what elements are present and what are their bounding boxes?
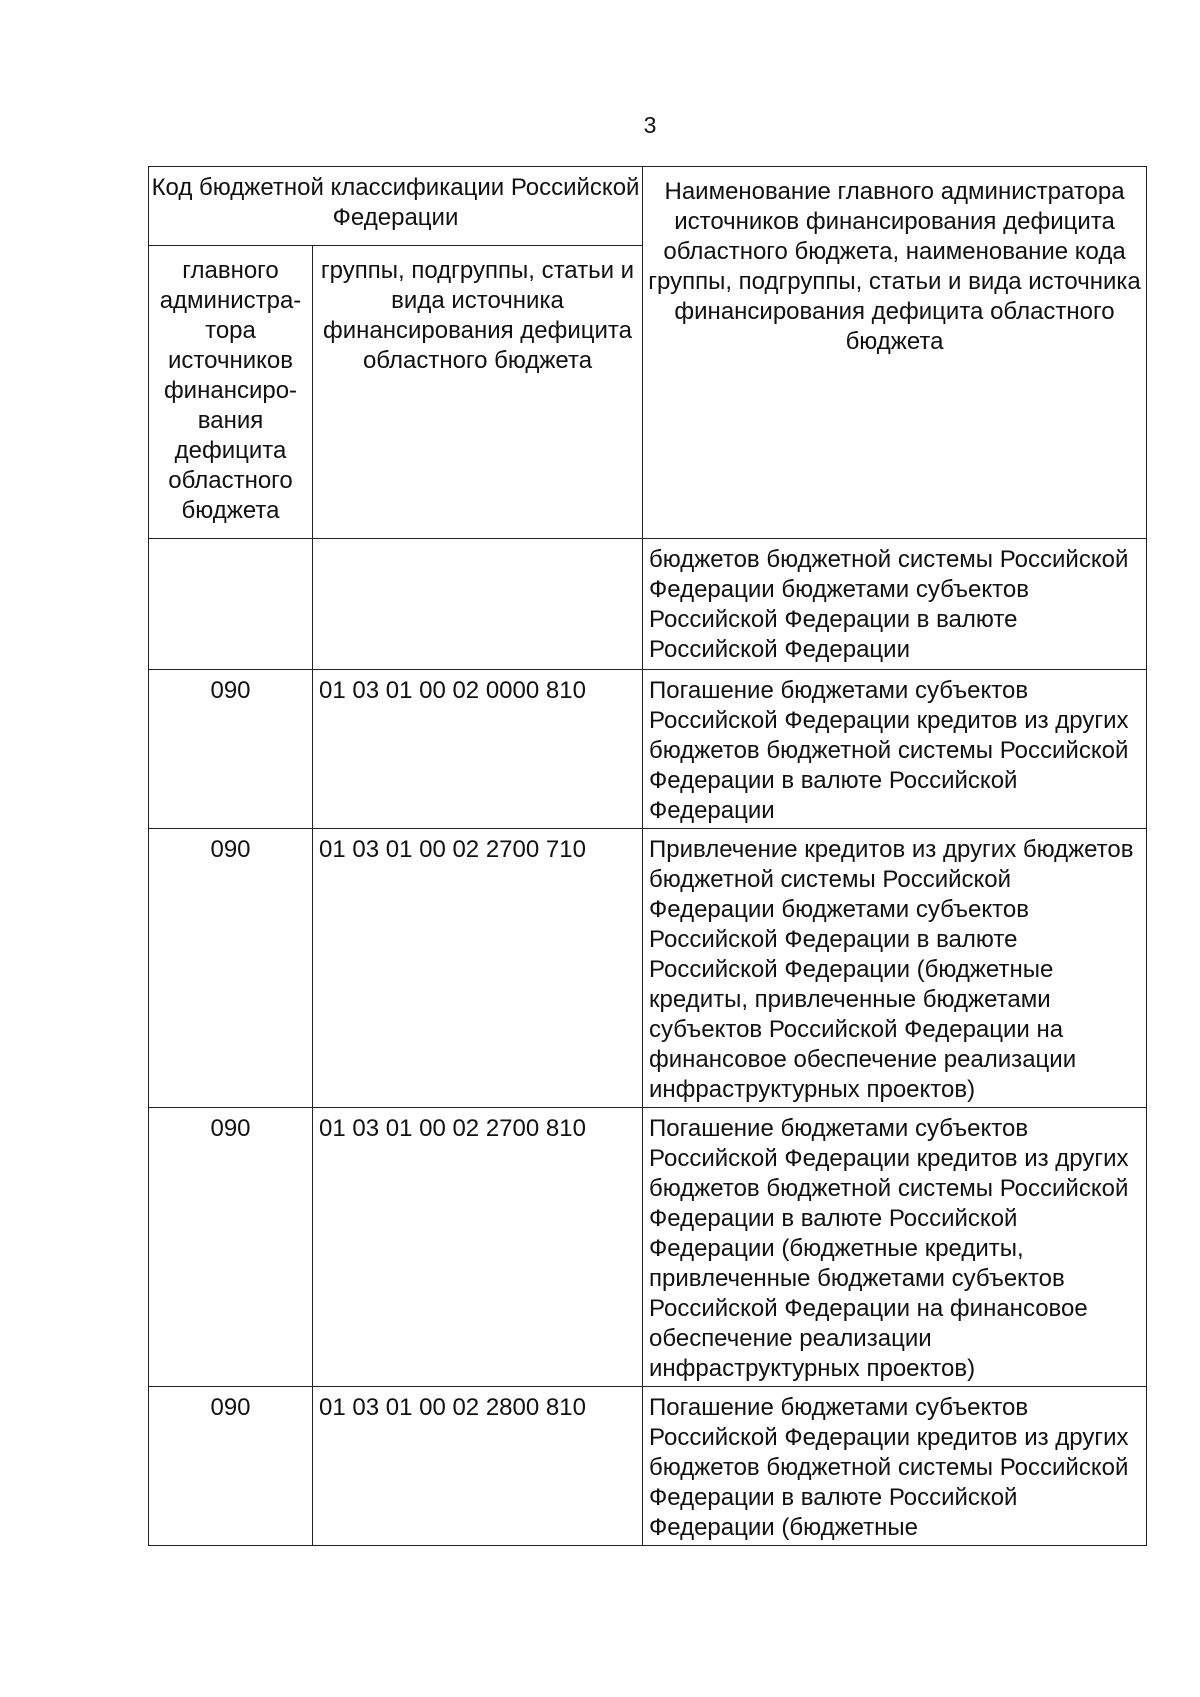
classification-code-cell bbox=[313, 539, 643, 670]
admin-code-cell: 090 bbox=[149, 1387, 313, 1546]
header-admin-column: главного администра-тора источников финансиро-вания дефицита областного бюджета bbox=[149, 246, 313, 539]
header-group-title: Код бюджетной классификации Российской Федерации bbox=[149, 167, 643, 246]
classification-code-cell: 01 03 01 00 02 2800 810 bbox=[313, 1387, 643, 1546]
classification-code-cell: 01 03 01 00 02 2700 810 bbox=[313, 1108, 643, 1387]
name-cell: бюджетов бюджетной системы Российской Федерации бюджетами субъектов Российской Федерации в валюте Российской Федерации bbox=[643, 539, 1147, 670]
name-cell: Погашение бюджетами субъектов Российской Федерации кредитов из других бюджетов бюджетной системы Российской Федерации в валюте Российской Федерации (бюджетные bbox=[643, 1387, 1147, 1546]
header-name-column: Наименование главного администратора источников финансирования дефицита областного бюджета, наименование кода группы, подгруппы, статьи и вида источника финансирования дефицита областного бюджета bbox=[643, 167, 1147, 539]
table-row bbox=[149, 539, 1147, 670]
admin-code-cell bbox=[149, 539, 313, 670]
name-cell: Привлечение кредитов из других бюджетов бюджетной системы Российской Федерации бюджетами субъектов Российской Федерации в валюте Российской Федерации (бюджетные кредиты, привлеченные бюджетами субъектов Российской Федерации на финансовое обеспечение реализации инфраструктурных проектов) bbox=[643, 829, 1147, 1108]
admin-code-cell: 090 bbox=[149, 1108, 313, 1387]
table-row bbox=[149, 1387, 1147, 1546]
name-cell: Погашение бюджетами субъектов Российской Федерации кредитов из других бюджетов бюджетной системы Российской Федерации в валюте Российской Федерации (бюджетные кредиты, привлеченные бюджетами субъектов Российской Федерации на финансовое обеспечение реализации инфраструктурных проектов) bbox=[643, 1108, 1147, 1387]
header-code-column: группы, подгруппы, статьи и вида источника финансирования дефицита областного бюджета bbox=[313, 246, 643, 539]
budget-classification-table bbox=[148, 166, 1147, 1546]
admin-code-cell: 090 bbox=[149, 670, 313, 829]
table-row bbox=[149, 829, 1147, 1108]
classification-code-cell: 01 03 01 00 02 0000 810 bbox=[313, 670, 643, 829]
admin-code-cell: 090 bbox=[149, 829, 313, 1108]
classification-code-cell: 01 03 01 00 02 2700 710 bbox=[313, 829, 643, 1108]
page-number: 3 bbox=[643, 112, 657, 138]
table-row bbox=[149, 670, 1147, 829]
name-cell: Погашение бюджетами субъектов Российской Федерации кредитов из других бюджетов бюджетной системы Российской Федерации в валюте Российской Федерации bbox=[643, 670, 1147, 829]
header-row-top bbox=[149, 167, 1147, 246]
table-row bbox=[149, 1108, 1147, 1387]
